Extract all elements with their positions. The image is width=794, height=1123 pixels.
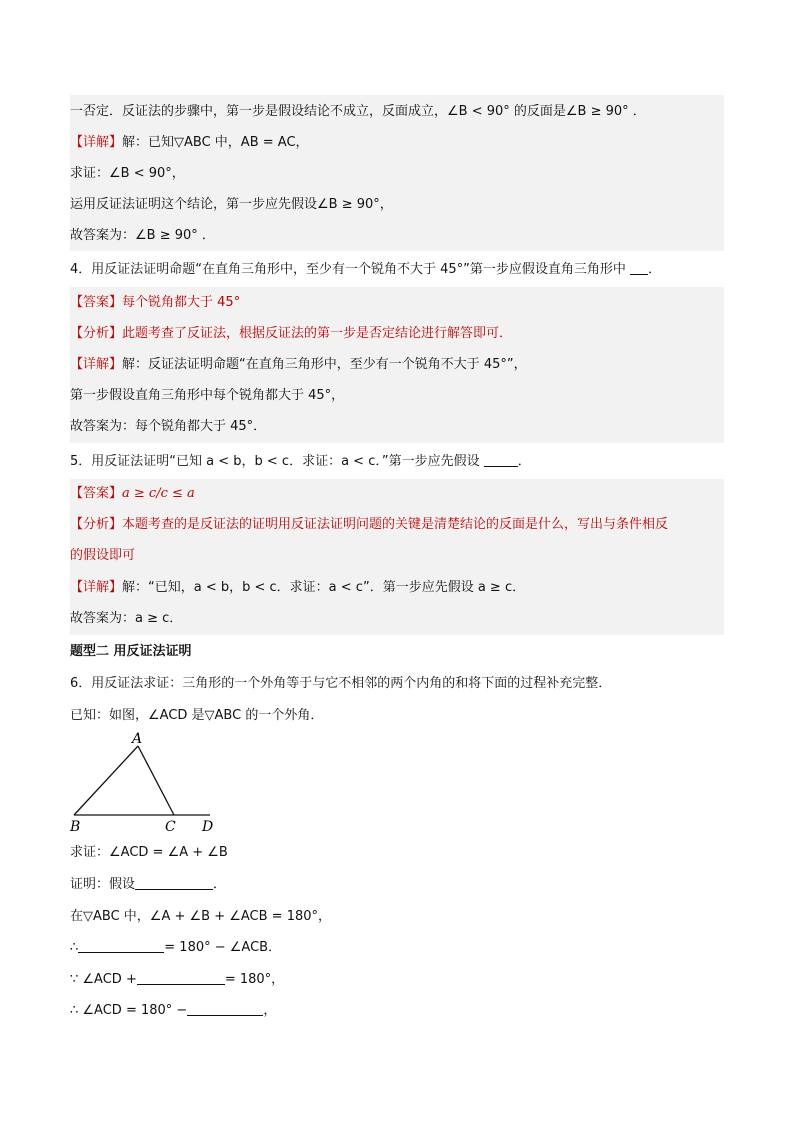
answer-blank[interactable] (137, 970, 225, 985)
vertex-label-a: A (132, 731, 143, 747)
proof-step (70, 937, 724, 959)
vertex-label-d: D (202, 819, 214, 835)
analysis-tag: 【分析】 (70, 517, 123, 532)
answer-tag: 【答案】 (70, 295, 123, 310)
final-answer: 故答案为：每个锐角都大于 45°． (70, 419, 267, 434)
detail-text: 解：“已知，a < b，b < c．求证：a < c”．第一步应先假设 a ≥ c． (122, 580, 526, 595)
answer-blank[interactable] (484, 452, 518, 467)
analysis-line (70, 323, 724, 345)
detail-tag: 【详解】 (70, 357, 123, 372)
proof-step (70, 1000, 724, 1022)
question-text: 4．用反证法证明命题“在直角三角形中，至少有一个锐角不大于 45°”第一步应假设直角三角形中 (70, 262, 626, 277)
triangle-figure (66, 730, 226, 836)
detail-text: 解：反证法证明命题“在直角三角形中，至少有一个锐角不大于 45°”， (122, 357, 527, 372)
solution-text: 第一步假设直角三角形中每个锐角都大于 45°， (70, 388, 345, 403)
analysis-tag: 【分析】 (70, 326, 123, 341)
therefore-text: ∴ ∠ACD = 180° − (70, 1003, 188, 1018)
step-text: ， (263, 1003, 277, 1018)
detail-line (70, 577, 724, 599)
answer-text: a ≥ c/c ≤ a (122, 486, 195, 501)
question-6: 6．用反证法求证：三角形的一个外角等于与它不相邻的两个内角的和将下面的过程补充完整． (70, 676, 612, 691)
side-ab (74, 746, 138, 815)
answer-blank[interactable] (135, 875, 213, 890)
therefore-symbol: ∴ (70, 940, 79, 955)
question-4: 4．用反证法证明命题“在直角三角形中，至少有一个锐角不大于 45°”第一步应假设直角三角形中 ． (70, 262, 662, 277)
answer-text: 每个锐角都大于 45° (122, 295, 241, 310)
final-answer: 故答案为：∠B ≥ 90° ． (70, 228, 215, 243)
question-text: 5．用反证法证明“已知 a < b，b < c．求证：a < c．”第一步应先假设 (70, 454, 480, 469)
analysis-text-cont: 的假设即可 (70, 548, 136, 563)
answer-blank[interactable] (187, 1001, 263, 1016)
answer-line (70, 483, 724, 505)
step-text: = 180° − ∠ACB． (164, 940, 282, 955)
detail-line (70, 354, 724, 376)
detail-line (70, 132, 724, 154)
solution-text: 求证：∠B < 90°， (70, 166, 185, 181)
proof-step: 在▽ABC 中，∠A + ∠B + ∠ACB = 180°， (70, 909, 332, 924)
analysis-line (70, 514, 724, 536)
detail-text: 解：已知▽ABC 中，AB = AC， (122, 135, 309, 150)
prove-text: 求证：∠ACD = ∠A + ∠B (70, 845, 228, 860)
analysis-text: 此题考查了反证法，根据反证法的第一步是否定结论进行解答即可． (122, 326, 513, 341)
proof-start: 证明：假设 ． (70, 877, 227, 892)
question-5: 5．用反证法证明“已知 a < b，b < c．求证：a < c．”第一步应先假设 ． (70, 454, 531, 469)
detail-tag: 【详解】 (70, 580, 123, 595)
vertex-label-b: B (70, 819, 81, 835)
answer-blank[interactable] (630, 260, 648, 275)
answer-blank[interactable] (78, 938, 164, 953)
solution-text: 一否定．反证法的步骤中，第一步是假设结论不成立，反面成立，∠B < 90° 的反面是∠B ≥ 90° ． (70, 104, 646, 119)
proof-label: 证明：假设 (70, 877, 136, 892)
analysis-text: 本题考查的是反证法的证明用反证法证明问题的关键是清楚结论的反面是什么，写出与条件相反 (122, 517, 669, 532)
step-text: = 180°， (224, 972, 285, 987)
detail-tag: 【详解】 (70, 135, 123, 150)
answer-line (70, 292, 724, 314)
solution-text: 运用反证法证明这个结论，第一步应先假设∠B ≥ 90°， (70, 197, 393, 212)
because-text: ∵ ∠ACD + (70, 972, 137, 987)
vertex-label-c: C (165, 819, 176, 835)
answer-tag: 【答案】 (70, 486, 123, 501)
side-ac (138, 746, 174, 815)
final-answer: 故答案为：a ≥ c． (70, 611, 183, 626)
given-text: 已知：如图，∠ACD 是▽ABC 的一个外角． (70, 708, 324, 723)
proof-step (70, 969, 724, 991)
section-title: 题型二 用反证法证明 (70, 644, 192, 659)
